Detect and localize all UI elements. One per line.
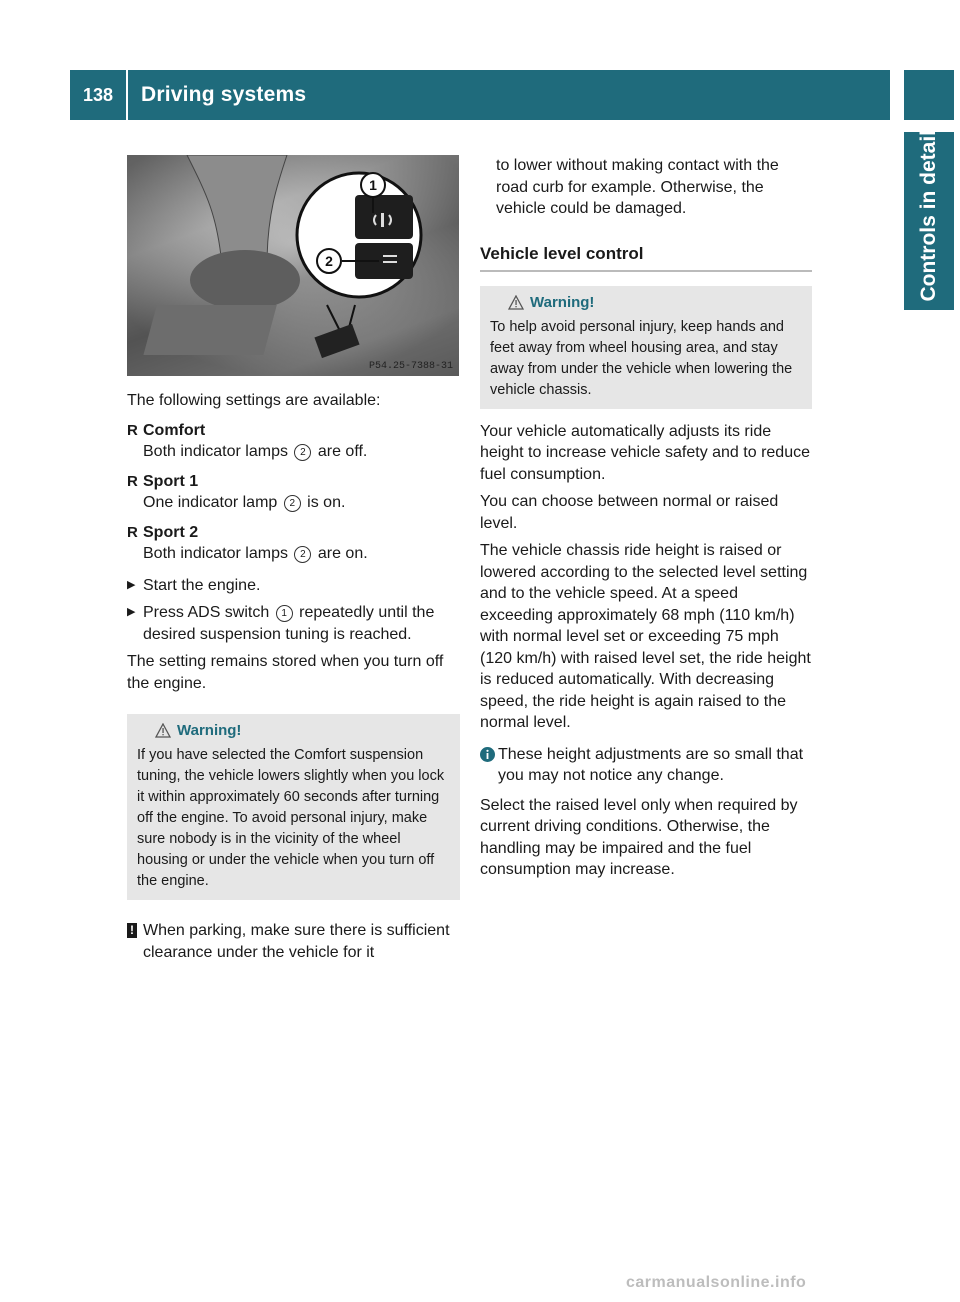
info-note [480,744,812,787]
side-tab-label: Controls in detail [917,130,940,302]
parking-note [127,920,460,963]
bullet-text: Both indicator lamps [143,443,293,460]
warning-box-right [480,286,812,409]
paragraph-1: Your vehicle automatically adjusts its ride height to increase vehicle safety and to reduce fuel consumption. [480,422,810,483]
settings-intro: The following settings are available: [127,392,381,409]
ref-2: 2 [294,546,311,563]
page-number: 138 [70,70,128,120]
page-header [70,70,890,120]
bullet-mark: R [127,523,138,541]
info-icon [480,747,495,762]
paragraph-2: You can choose between normal or raised level. [480,493,779,532]
bullet-mark: R [127,421,138,439]
bullet-title: Sport 1 [143,472,199,490]
step-start-engine [127,575,460,597]
paragraph-3: The vehicle chassis ride height is raised or lowered according to the selected level setting and to the vehicle speed. At a speed exceeding approximately 68 mph (110 km/h) with normal level set or exceeding 75 mph (120 km/h) with raised level set, the ride height is reduced automatically. With decreasing speed, the ride height is again raised to the normal level. [480,542,811,731]
step-arrow-icon: ▶ [127,578,136,591]
warning-title: Warning! [177,722,242,739]
callout-1-label: 1 [369,177,377,193]
callout-2-label: 2 [325,253,333,269]
exclamation-icon: ! [127,923,137,938]
ads-switch-illustration [127,155,459,376]
bullet-sport1 [127,471,460,514]
step-text-end: repeatedly until the desired suspension tuning is reached. [143,604,435,643]
bullet-sport2 [127,522,460,565]
step-arrow-icon: ▶ [127,606,136,618]
bullet-comfort [127,420,460,463]
warning-text: To help avoid personal injury, keep hands and feet away from wheel housing area, and stay away from under the vehicle when lowering the vehicle chassis. [490,318,793,398]
bullet-text: Both indicator lamps [143,545,293,562]
section-heading: Vehicle level control [480,244,812,272]
footer-watermark: carmanualsonline.info [626,1274,807,1291]
final-paragraph: Select the raised level only when required by current driving conditions. Otherwise, the handling may be impaired and the fuel consumption may increase. [480,796,798,878]
warning-triangle-icon [508,295,524,310]
ref-2: 2 [294,444,311,461]
ref-2: 2 [284,495,301,512]
note-text: When parking, make sure there is sufficient clearance under the vehicle for it [143,922,450,961]
step-text: Press ADS switch [143,604,274,621]
left-column [127,155,460,963]
step-text: Start the engine. [143,576,261,594]
photo-code: P54.25-7388-31 [368,361,453,372]
side-tab [904,132,954,310]
side-tab-cap [904,70,954,120]
stored-text: The setting remains stored when you turn off the engine. [127,653,444,692]
warning-text: If you have selected the Comfort suspension tuning, the vehicle lowers slightly when you lock it within approximately 60 seconds after turning off the engine. To avoid personal injury, make sure nobody is in the vicinity of the wheel housing or under the vehicle when you turn off the engine. [137,747,445,889]
bullet-text-end: are off. [313,443,368,460]
bullet-mark: R [127,472,138,490]
note-continued: to lower without making contact with the road curb for example. Otherwise, the vehicle could be damaged. [496,157,779,217]
bullet-title: Sport 2 [143,523,199,541]
bullet-text-end: is on. [302,494,346,511]
step-press-ads [127,602,460,645]
warning-triangle-icon [155,723,171,738]
right-column [480,155,812,881]
bullet-text-end: are on. [313,545,368,562]
ads-switch-photo [127,155,459,376]
warning-box-left [127,714,460,900]
bullet-text: One indicator lamp [143,494,282,511]
warning-title: Warning! [530,293,595,311]
info-text: These height adjustments are so small that you may not notice any change. [498,745,804,784]
section-title: Driving systems [141,83,307,106]
bullet-title: Comfort [143,421,206,439]
ref-1: 1 [276,605,293,622]
